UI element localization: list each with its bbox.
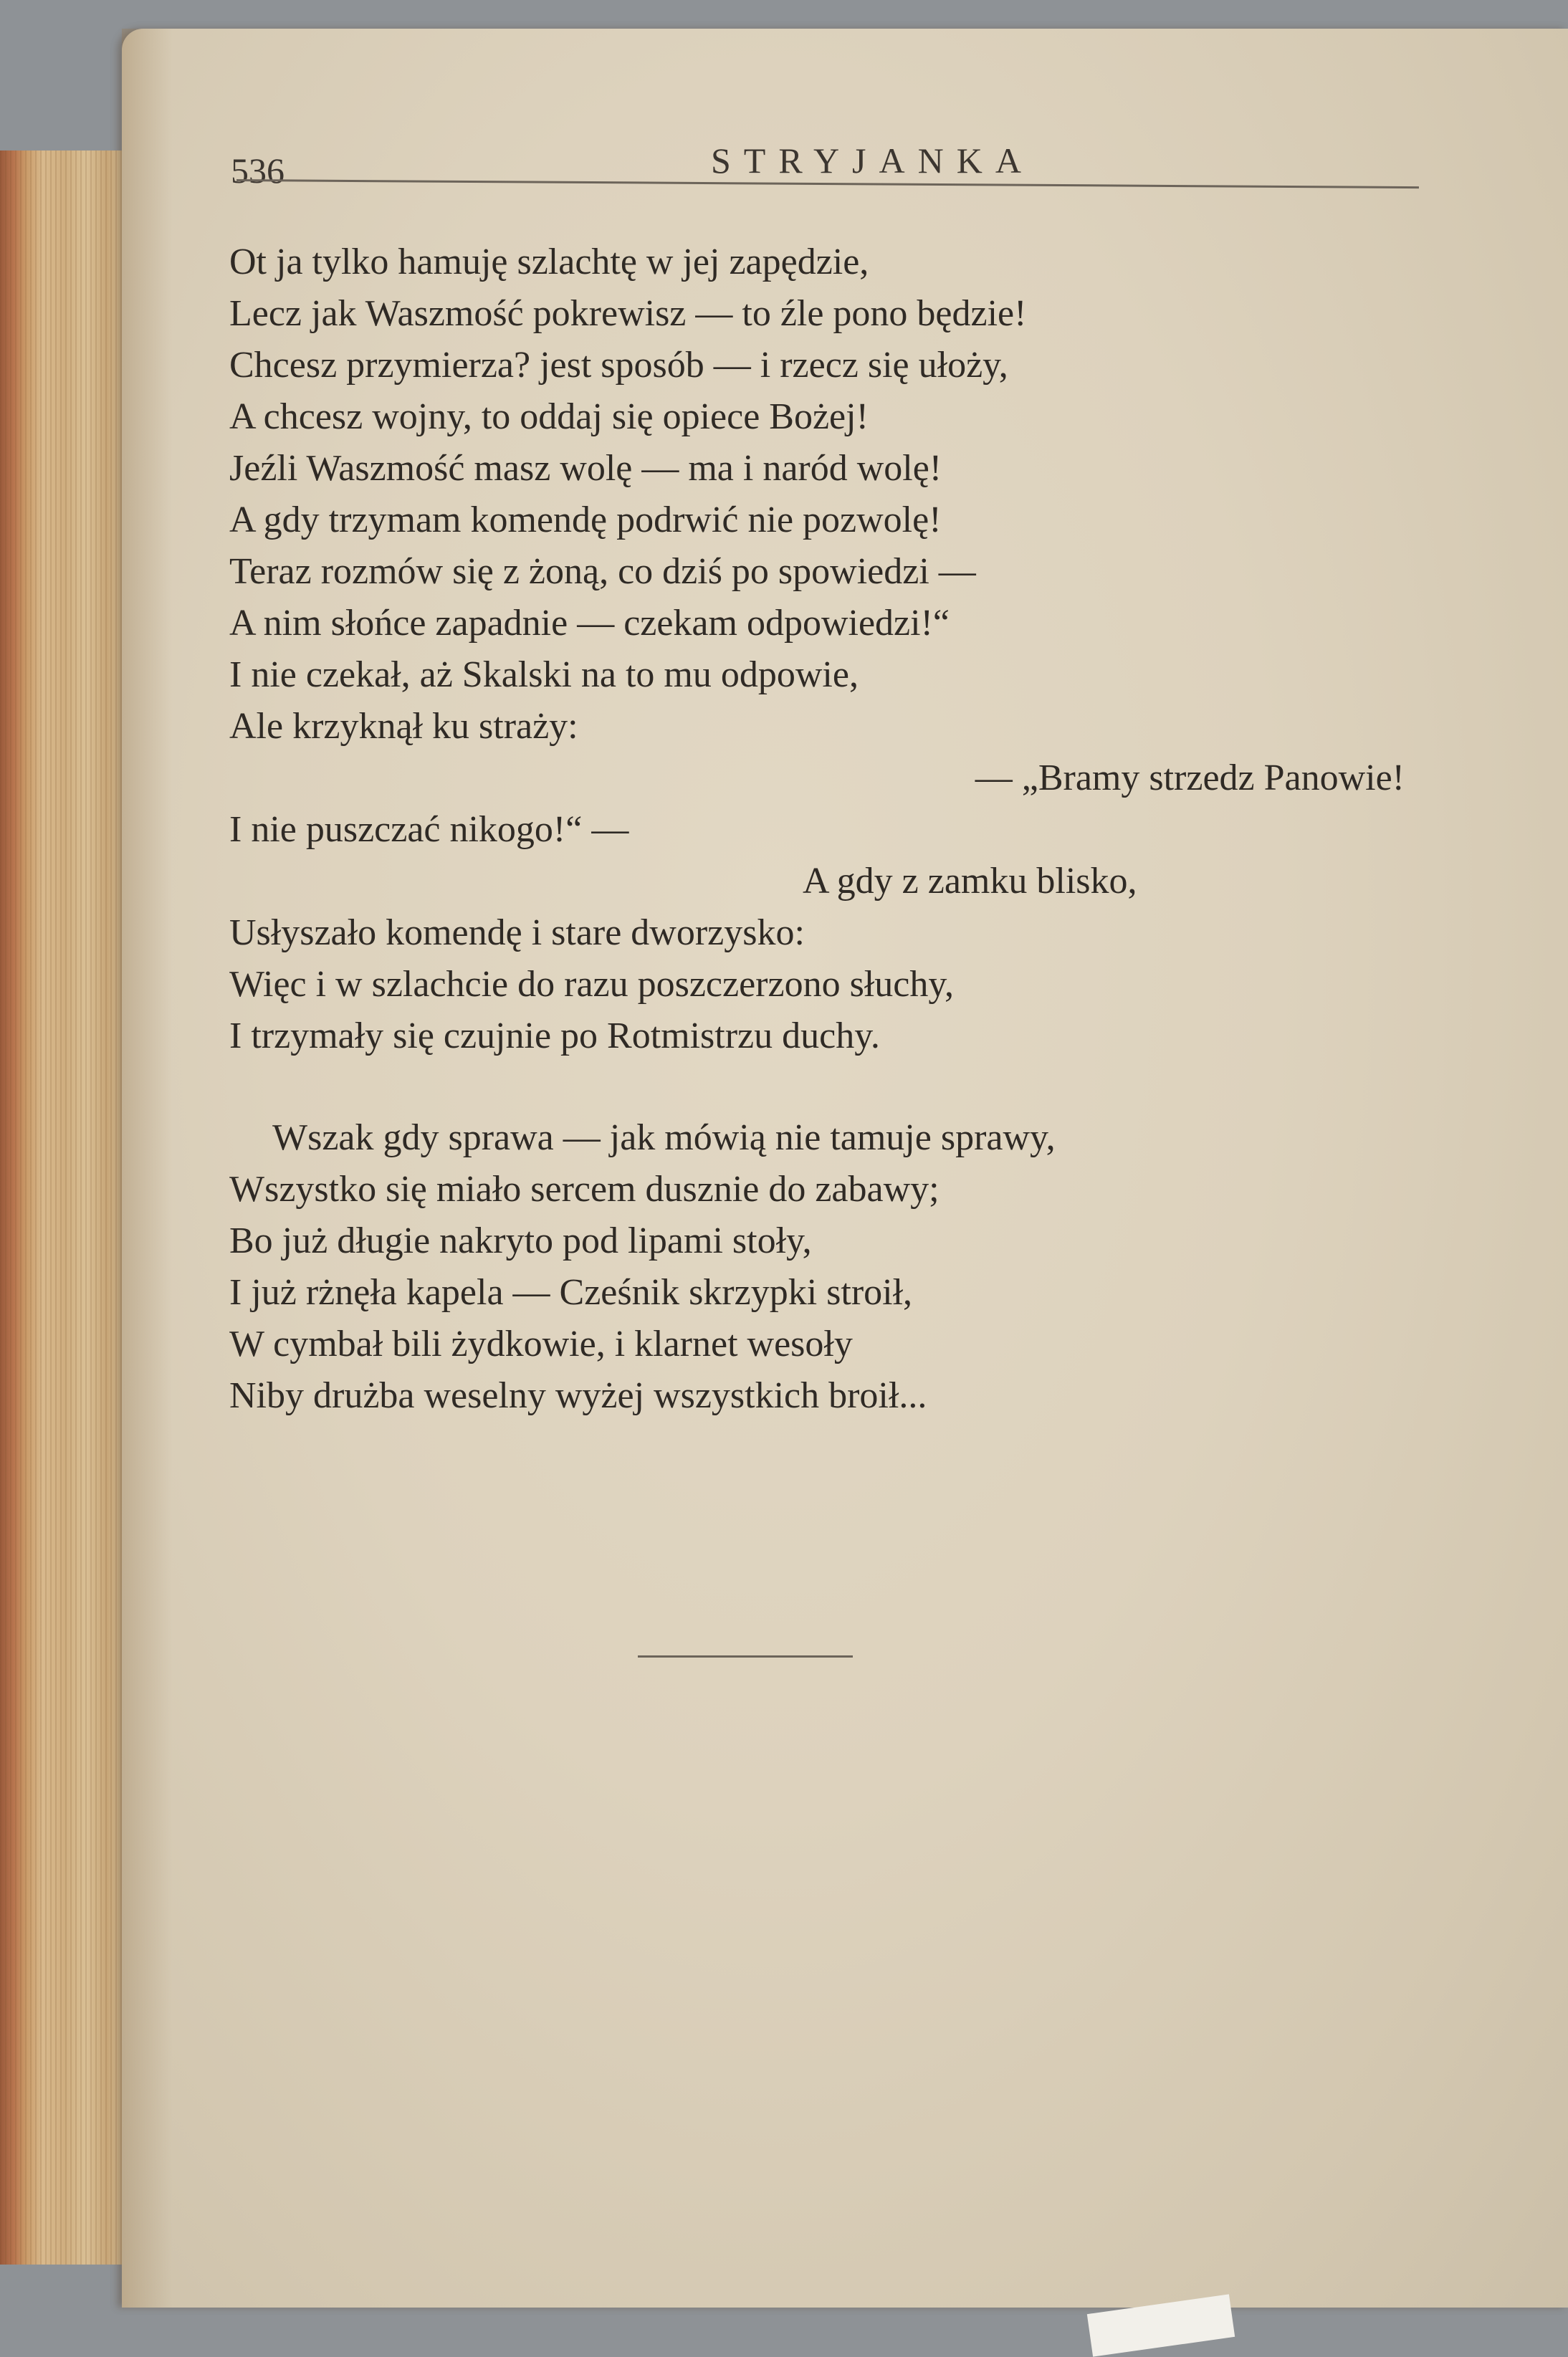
verse-line: I nie czekał, aż Skalski na to mu odpowie, [229, 654, 859, 695]
verse-line: A chcesz wojny, to oddaj się opiece Bożej! [229, 396, 869, 437]
verse-line: Ale krzyknął ku straży: [229, 706, 578, 747]
poem-text [229, 236, 1419, 1422]
verse-line: A gdy trzymam komendę podrwić nie pozwolę! [229, 499, 942, 540]
verse-line: Ot ja tylko hamuję szlachtę w jej zapędzie, [229, 242, 869, 282]
verse-line: W cymbał bili żydkowie, i klarnet wesoły [229, 1324, 853, 1364]
verse-line: I trzymały się czujnie po Rotmistrzu duchy. [229, 1015, 880, 1056]
verse-line: I nie puszczać nikogo!“ — [229, 809, 629, 850]
verse-line: Chcesz przymierza? jest sposób — i rzecz się ułoży, [229, 345, 1008, 386]
verse-line: Wszystko się miało sercem dusznie do zabawy; [229, 1169, 940, 1210]
page-header [231, 140, 1424, 197]
stanza-break [229, 1062, 1419, 1112]
verse-line: Jeźli Waszmość masz wolę — ma i naród wolę! [229, 448, 942, 489]
verse-line: Lecz jak Waszmość pokrewisz — to źle pono będzie! [229, 293, 1027, 334]
running-title: STRYJANKA [711, 140, 1034, 181]
verse-line: Wszak gdy sprawa — jak mówią nie tamuje sprawy, [272, 1117, 1056, 1158]
verse-line: Usłyszało komendę i stare dworzysko: [229, 912, 805, 953]
page-number: 536 [231, 150, 285, 191]
page-gutter-shadow [122, 29, 172, 2308]
verse-line: A gdy z zamku blisko, [803, 861, 1137, 902]
verse-line: — „Bramy strzedz Panowie! [975, 757, 1405, 798]
verse-line: Bo już długie nakryto pod lipami stoły, [229, 1220, 812, 1261]
verse-line: I już rżnęła kapela — Cześnik skrzypki stroił, [229, 1272, 913, 1313]
verse-line: A nim słońce zapadnie — czekam odpowiedzi!“ [229, 603, 950, 644]
verse-line: Niby drużba weselny wyżej wszystkich broił... [229, 1375, 927, 1416]
verse-line: Teraz rozmów się z żoną, co dziś po spowiedzi — [229, 551, 976, 592]
section-end-rule [638, 1655, 853, 1658]
verse-line: Więc i w szlachcie do razu poszczerzono słuchy, [229, 964, 954, 1005]
